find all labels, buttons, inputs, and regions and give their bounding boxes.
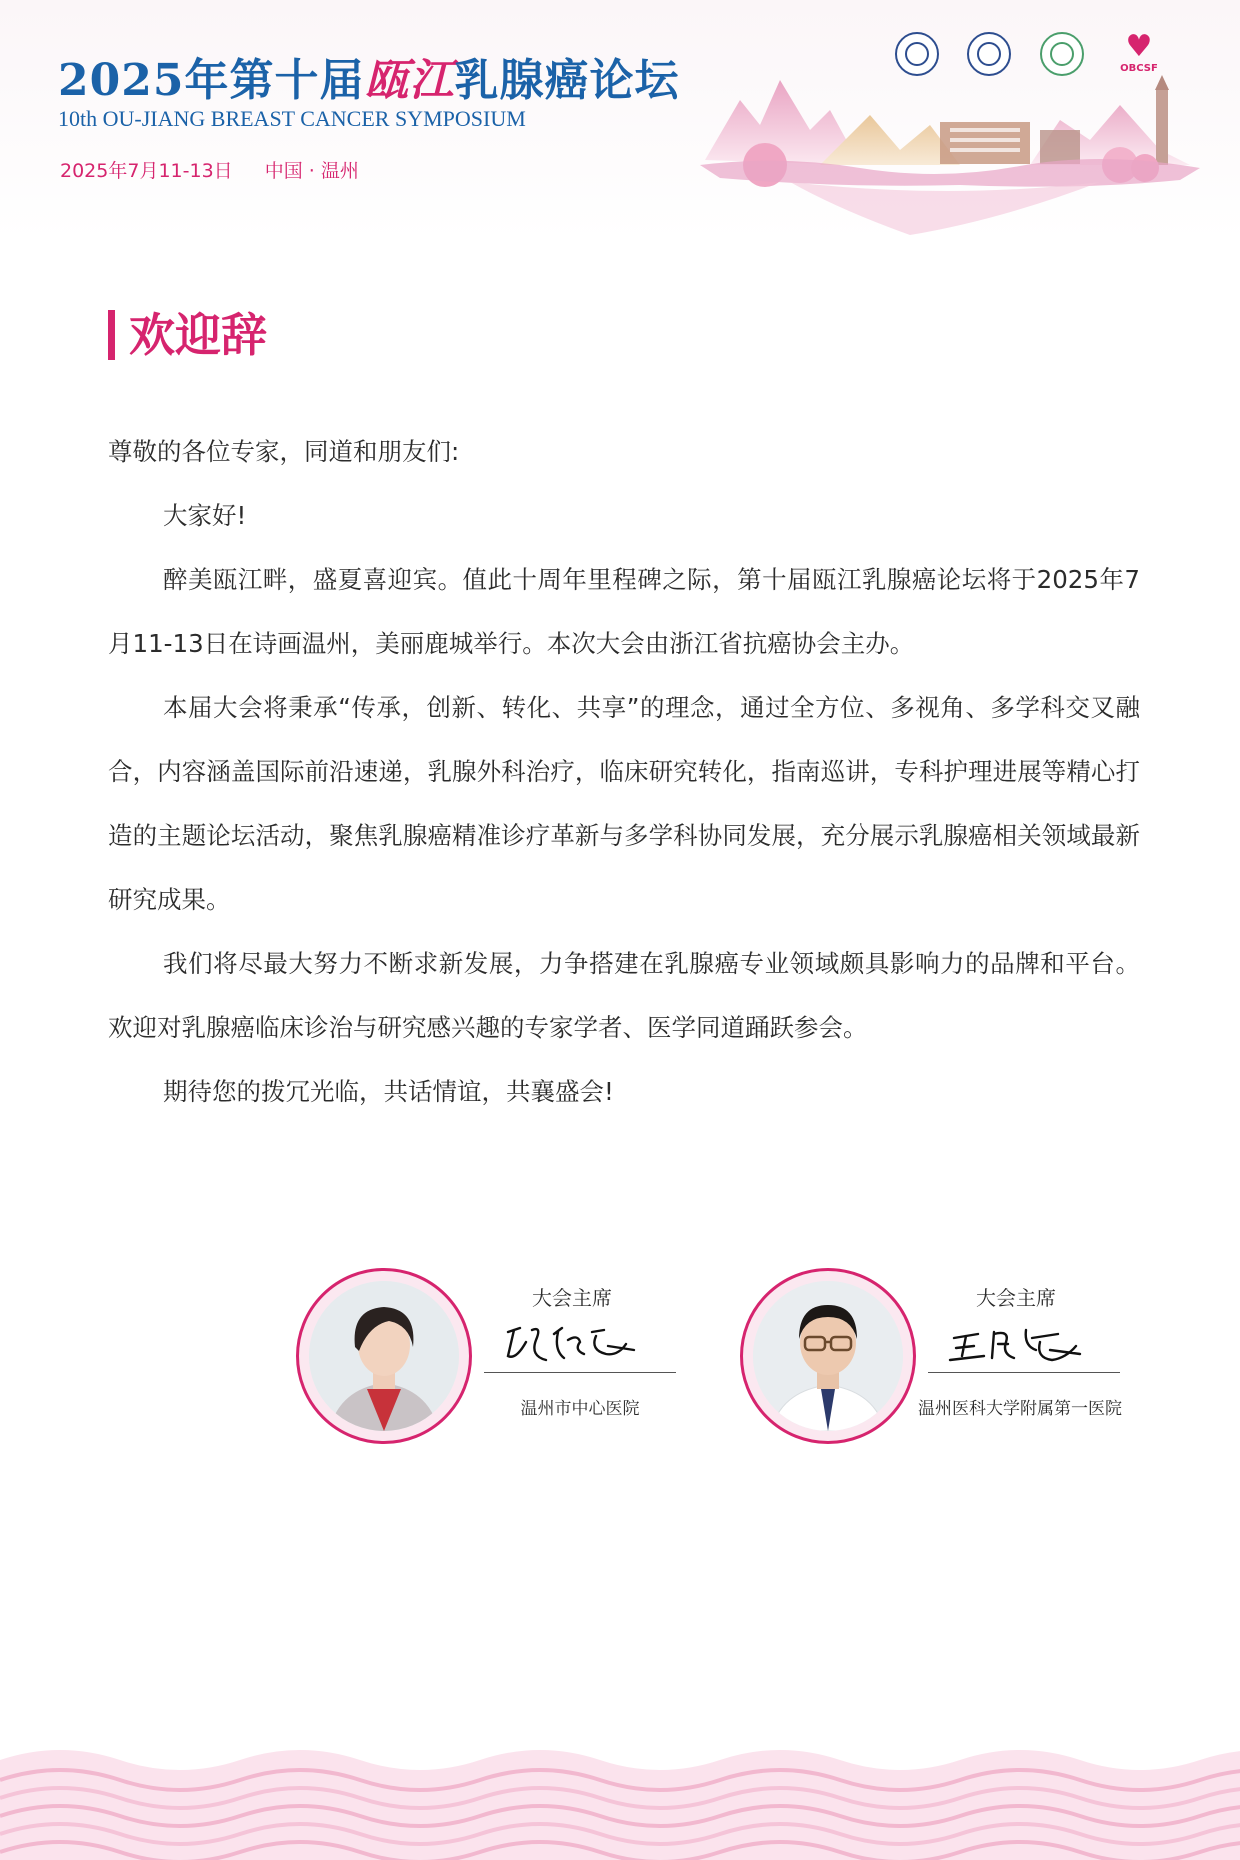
chair-role: 大会主席 xyxy=(532,1286,612,1310)
chair-role: 大会主席 xyxy=(976,1286,1056,1310)
letter-salutation: 尊敬的各位专家，同道和朋友们: xyxy=(108,437,460,466)
header-banner xyxy=(0,0,1240,240)
page-title xyxy=(58,44,679,108)
signature-line xyxy=(484,1372,676,1373)
chair-signature-2 xyxy=(940,1320,1100,1370)
title-suffix: 乳腺癌论坛 xyxy=(454,55,680,106)
obcsf-logo xyxy=(1113,30,1165,74)
portrait-frame xyxy=(296,1268,472,1444)
letter-greeting: 大家好! xyxy=(163,501,247,530)
letter-paragraph-1: 醉美瓯江畔，盛夏喜迎宾。值此十周年里程碑之际，第十届瓯江乳腺癌论坛将于2025年7月11-13日在诗画温州，美丽鹿城举行。本次大会由浙江省抗癌协会主办。 xyxy=(108,565,1140,658)
welcome-heading: 欢迎辞 xyxy=(108,310,267,360)
heart-icon: ♥ xyxy=(1125,29,1153,64)
title-prefix: 2025年第十届 xyxy=(58,55,365,106)
decorative-wave-footer xyxy=(0,1730,1240,1860)
obcsf-logo-text: OBCSF xyxy=(1120,63,1158,74)
oujiang-scenery-illustration xyxy=(700,70,1200,240)
letter-paragraph-3: 我们将尽最大努力不断求新发展，力争搭建在乳腺癌专业领域颇具影响力的品牌和平台。欢迎对乳腺癌临床诊治与研究感兴趣的专家学者、医学同道踊跃参会。 xyxy=(108,949,1140,1042)
event-info xyxy=(60,156,385,183)
chair-hospital: 温州医科大学附属第一医院 xyxy=(918,1399,1122,1419)
chair-hospital: 温州市中心医院 xyxy=(520,1399,640,1419)
title-accent: 瓯江 xyxy=(364,55,455,106)
chair-signature-1 xyxy=(496,1320,656,1370)
portrait-frame xyxy=(740,1268,916,1444)
letter-paragraph-2: 本届大会将秉承“传承，创新、转化、共享”的理念，通过全方位、多视角、多学科交叉融合，内容涵盖国际前沿速递，乳腺外科治疗，临床研究转化，指南巡讲，专科护理进展等精心打造的主题论坛活动，聚焦乳腺癌精准诊疗革新与多学科协同发展，充分展示乳腺癌相关领域最新研究成果。 xyxy=(108,693,1140,914)
event-dates: 2025年7月11-13日 xyxy=(60,160,233,182)
signature-line xyxy=(928,1372,1120,1373)
letter-closing: 期待您的拨冗光临，共话情谊，共襄盛会! xyxy=(163,1077,614,1106)
english-title: 10th OU-JIANG BREAST CANCER SYMPOSIUM xyxy=(58,106,526,131)
welcome-letter xyxy=(108,420,1140,1124)
event-location: 中国 · 温州 xyxy=(264,160,359,182)
chair-portrait-female xyxy=(309,1281,459,1431)
chair-portrait-male xyxy=(753,1281,903,1431)
